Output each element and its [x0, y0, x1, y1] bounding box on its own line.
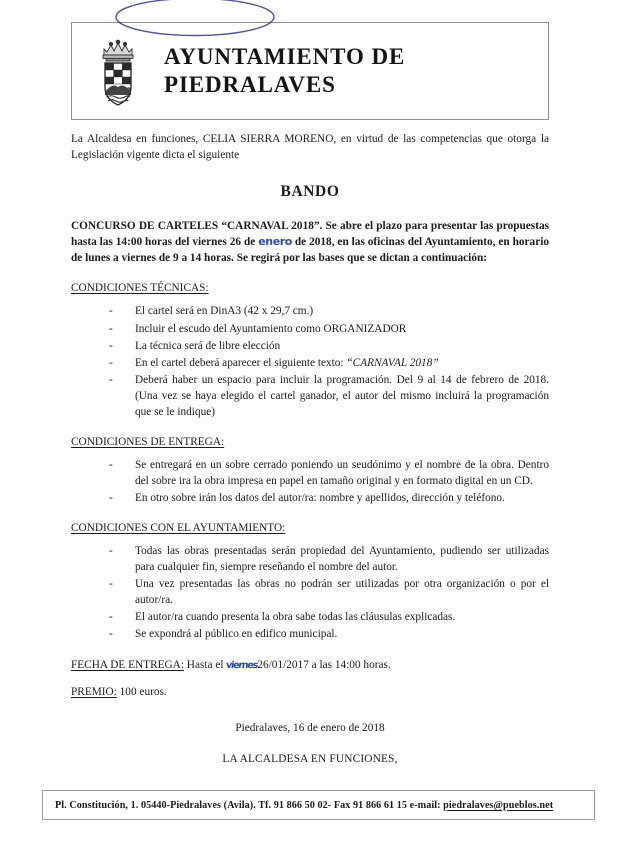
document-body	[71, 131, 549, 821]
list-item: - Se expondrá al público en edifico municipal.	[109, 626, 549, 642]
prize-line	[71, 686, 549, 698]
section-heading-ayuntamiento: CONDICIONES CON EL AYUNTAMIENTO:	[71, 521, 286, 534]
carnaval-title-quoted: “CARNAVAL 2018”	[346, 356, 439, 369]
list-condiciones-tecnicas	[71, 303, 549, 419]
delivery-date-text-after: 26/01/2017 a las 14:00 horas.	[257, 658, 391, 671]
prize-label: PREMIO:	[71, 685, 117, 698]
list-item: - Una vez presentadas las obras no podrán ser utilizadas por otra organización o por el autor/ra.	[109, 576, 549, 608]
handwritten-date-correction: viernes	[225, 659, 259, 671]
letterhead-title-line-2: PIEDRALAVES	[164, 72, 336, 97]
announcement-text-part-1: CONCURSO DE CARTELES “CARNAVAL 2018”. Se abre el plazo para presentar las propuestas hasta las 14:00 horas del viernes 26 de	[71, 220, 549, 249]
list-item: - El autor/ra cuando presenta la obra sabe todas las cláusulas explicadas.	[109, 609, 549, 625]
prize-value: 100 euros.	[119, 685, 167, 698]
letterhead-box	[71, 22, 549, 120]
letterhead-title	[164, 43, 548, 99]
piedralaves-coat-of-arms-icon	[92, 35, 144, 107]
handwritten-month-annotation: enero	[258, 235, 292, 249]
list-condiciones-entrega	[71, 457, 549, 506]
list-item: - Incluir el escudo del Ayuntamiento como ORGANIZADOR	[109, 321, 549, 337]
list-item: - La técnica será de libre elección	[109, 338, 549, 354]
footer-contact-line	[43, 800, 553, 811]
announcement-paragraph	[71, 218, 549, 266]
footer-address: Pl. Constitución, 1. 05440-Piedralaves (Avila). Tf. 91 866 50 02- Fax 91 866 61 15 e-mail:	[55, 799, 441, 811]
list-item-text: En el cartel deberá aparecer el siguiente texto:	[135, 356, 344, 369]
list-item	[109, 355, 549, 371]
section-heading-entrega: CONDICIONES DE ENTREGA:	[71, 435, 225, 448]
footer-email-link[interactable]: piedralaves@pueblos.net	[443, 799, 554, 811]
list-item: - Deberá haber un espacio para incluir la programación. Del 9 al 14 de febrero de 2018. (Una vez se haya elegido el cartel ganador, el autor del mismo incluirá la programación que se le indique)	[109, 372, 549, 420]
letterhead-title-line-1: AYUNTAMIENTO DE	[164, 43, 406, 69]
list-item: - El cartel será en DinA3 (42 x 29,7 cm.)	[109, 303, 549, 319]
page-title: BANDO	[280, 183, 340, 201]
place-and-date: Piedralaves, 16 de enero de 2018	[235, 721, 385, 734]
signer-title: LA ALCALDESA EN FUNCIONES,	[222, 752, 398, 765]
list-item: - En otro sobre irán los datos del autor/ra: nombre y apellidos, dirección y teléfono.	[109, 490, 549, 506]
footer-box	[42, 790, 595, 820]
delivery-date-line	[71, 659, 549, 671]
list-item: - Se entregará en un sobre cerrado poniendo un seudónimo y el nombre de la obra. Dentro del sobre ira la obra impresa en papel en tamaño original y en formato digital en un CD.	[109, 457, 549, 489]
list-item: - Todas las obras presentadas serán propiedad del Ayuntamiento, pudiendo ser utilizadas para cualquier fin, siempre reseñando el nombre del autor.	[109, 543, 549, 575]
announcement-text-part-2: de 2018, en las oficinas del Ayuntamiento, en horario de lunes a viernes de 9 a 14 horas. Se regirá por las bases que se dictan a continuación:	[71, 236, 550, 265]
coat-of-arms-crest	[72, 35, 164, 107]
delivery-date-text-before: Hasta el	[186, 658, 224, 671]
section-heading-tecnicas: CONDICIONES TÉCNICAS:	[71, 282, 209, 295]
delivery-date-label: FECHA DE ENTREGA:	[71, 658, 184, 671]
list-condiciones-ayuntamiento	[71, 543, 549, 642]
intro-paragraph: La Alcaldesa en funciones, CELIA SIERRA MORENO, en virtud de las competencias que otorga la Legislación vigente dicta el siguiente	[71, 133, 549, 162]
